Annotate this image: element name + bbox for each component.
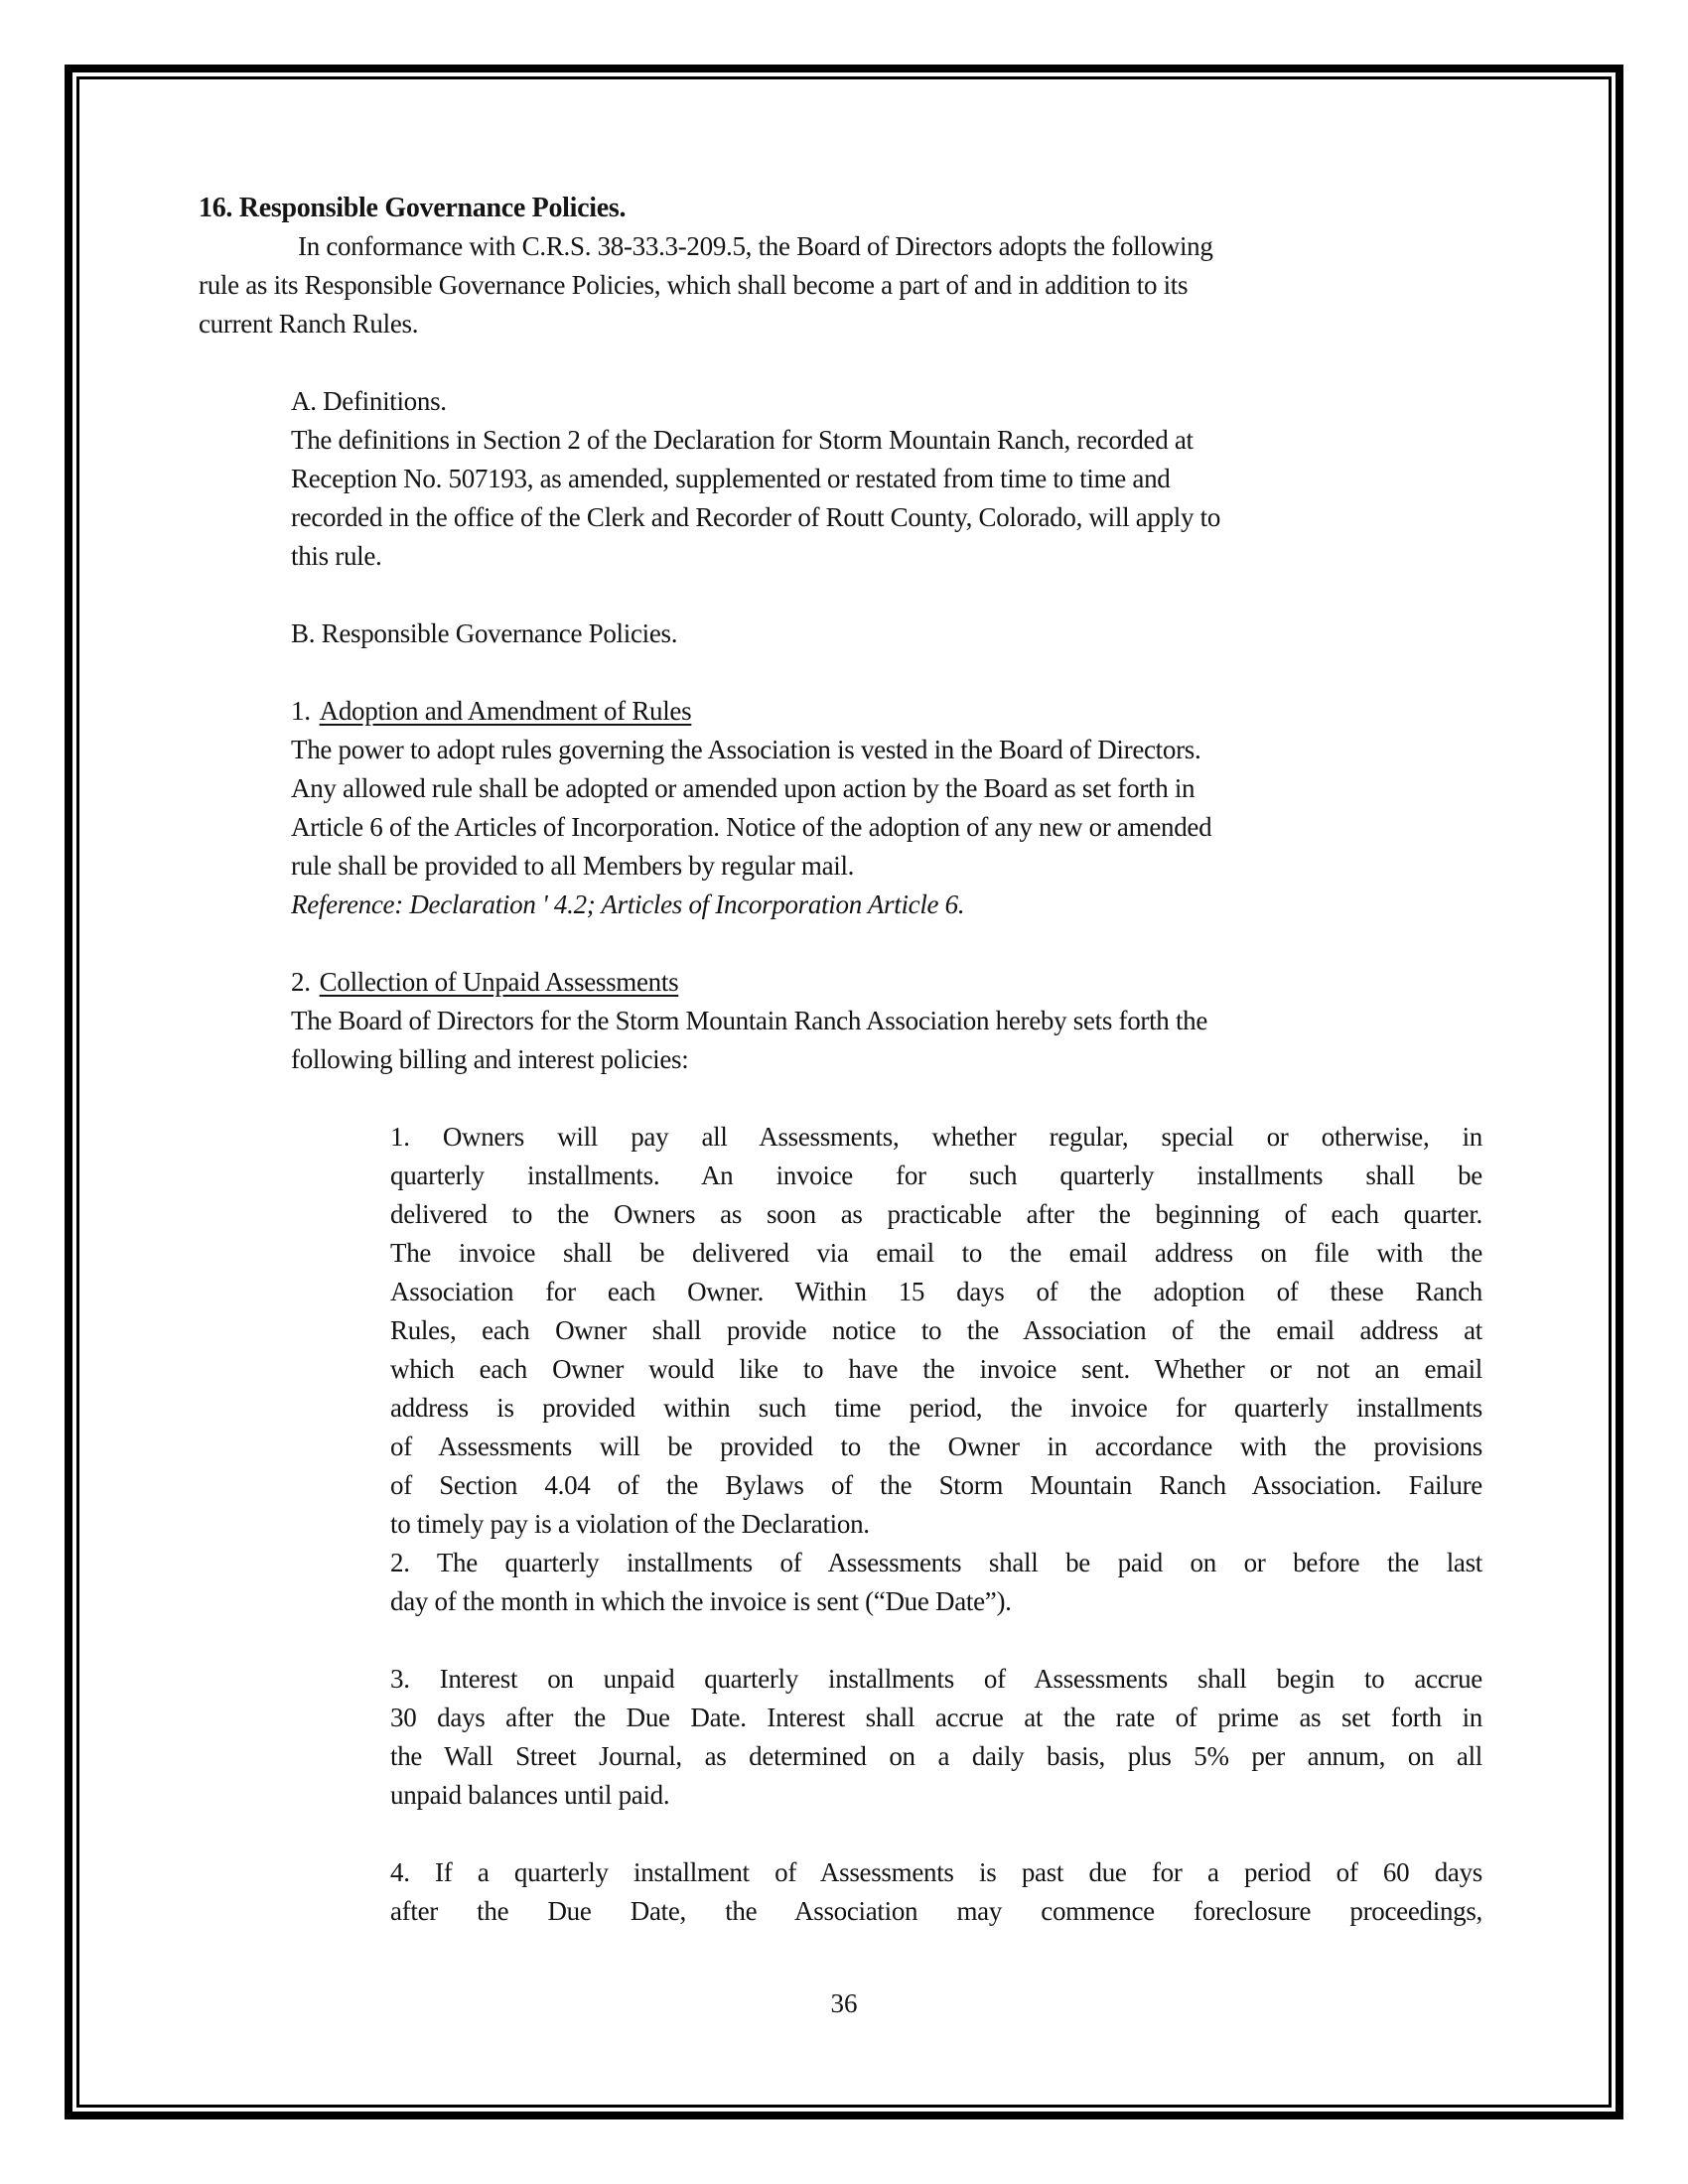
definitions-paragraph [291,421,1489,576]
definitions-heading: A. Definitions. [291,386,447,416]
rule-2-paragraph [291,1002,1489,1079]
text-line: The power to adopt rules governing the Association is vested in the Board of Directors. [291,735,1201,764]
text-line: Rules, each Owner shall provide notice to the Association of the email address at [390,1315,1482,1345]
text-line: 3. Interest on unpaid quarterly installments of Assessments shall begin to accrue [390,1664,1482,1694]
text-line: this rule. [291,541,382,571]
rule-1-title-text: Adoption and Amendment of Rules [319,696,692,726]
text-line: Reception No. 507193, as amended, supplemented or restated from time to time and [291,464,1171,493]
text-line: rule as its Responsible Governance Policies, which shall become a part of and in addition to its [199,270,1189,300]
definitions-section [291,382,1489,576]
rule-2-number: 2. [291,967,311,997]
text-line: Any allowed rule shall be adopted or amended upon action by the Board as set forth in [291,773,1196,803]
text-line: quarterly installments. An invoice for such quarterly installments shall be [390,1160,1482,1190]
text-line: 4. If a quarterly installment of Assessments is past due for a period of 60 days [390,1857,1482,1887]
text-line: of Assessments will be provided to the Owner in accordance with the provisions [390,1432,1482,1461]
text-line: day of the month in which the invoice is sent (“Due Date”). [390,1586,1012,1616]
rule-1-section [291,692,1489,924]
text-line: In conformance with C.R.S. 38-33.3-209.5, the Board of Directors adopts the following [298,231,1213,261]
text-line: which each Owner would like to have the invoice sent. Whether or not an email [390,1354,1482,1384]
text-line: Article 6 of the Articles of Incorporation. Notice of the adoption of any new or amended [291,812,1212,842]
section-16-heading: 16. Responsible Governance Policies. [199,193,627,223]
text-line: following billing and interest policies: [291,1044,689,1074]
policies-heading: B. Responsible Governance Policies. [291,618,678,648]
page-number: 36 [830,1988,858,2018]
text-line: after the Due Date, the Association may commence foreclosure proceedings, [390,1896,1482,1926]
text-line: current Ranch Rules. [199,309,419,339]
text-line: of Section 4.04 of the Bylaws of the Storm Mountain Ranch Association. Failure [390,1470,1482,1500]
text-line: unpaid balances until paid. [390,1780,670,1810]
text-line: delivered to the Owners as soon as practicable after the beginning of each quarter. [390,1199,1482,1229]
rule-2-title-text: Collection of Unpaid Assessments [319,967,679,997]
assessment-item-3 [390,1660,1482,1815]
rule-1-paragraph [291,731,1489,886]
text-line: rule shall be provided to all Members by regular mail. [291,851,855,881]
text-line: 2. The quarterly installments of Assessments shall be paid on or before the last [390,1548,1482,1577]
text-line: Association for each Owner. Within 15 days of the adoption of these Ranch [390,1277,1482,1306]
rule-2-title [291,963,1489,1002]
text-line: 1. Owners will pay all Assessments, whether regular, special or otherwise, in [390,1122,1482,1152]
text-line: the Wall Street Journal, as determined on a daily basis, plus 5% per annum, on all [390,1741,1482,1771]
rule-2-section [291,963,1489,1079]
text-line: to timely pay is a violation of the Declaration. [390,1509,870,1539]
rule-1-number: 1. [291,696,311,726]
text-line: The definitions in Section 2 of the Declaration for Storm Mountain Ranch, recorded at [291,425,1194,455]
text-line: 30 days after the Due Date. Interest shall accrue at the rate of prime as set forth in [390,1703,1482,1732]
intro-paragraph [199,227,1489,343]
rule-1-reference: Reference: Declaration ' 4.2; Articles of Incorporation Article 6. [291,889,965,919]
text-line: The invoice shall be delivered via email to the email address on file with the [390,1238,1482,1268]
text-line: The Board of Directors for the Storm Mountain Ranch Association hereby sets forth the [291,1006,1208,1035]
text-line: address is provided within such time period, the invoice for quarterly installments [390,1393,1482,1423]
document-content [199,189,1489,1931]
rule-1-title [291,692,1489,731]
assessment-item-2 [390,1544,1482,1621]
assessment-item-1 [390,1118,1482,1544]
assessment-item-4 [390,1853,1482,1931]
text-line: recorded in the office of the Clerk and Recorder of Routt County, Colorado, will apply to [291,502,1221,532]
